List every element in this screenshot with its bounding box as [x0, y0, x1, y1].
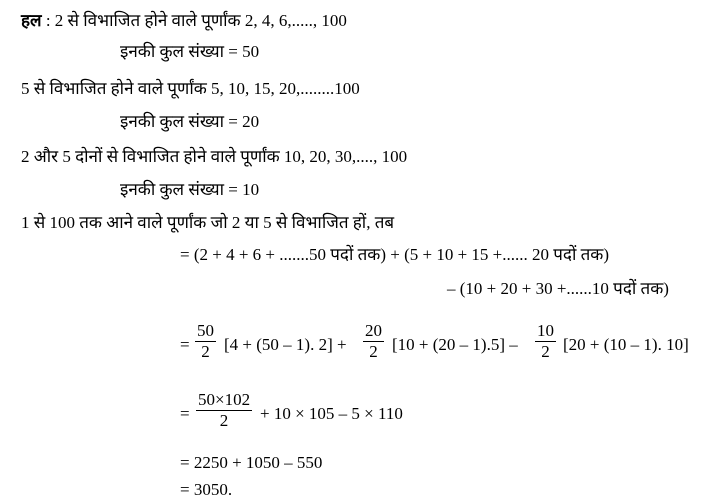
fraction-1 — [195, 322, 216, 361]
line-1 — [21, 11, 347, 31]
line-9: – (10 + 20 + 30 +......10 पदों तक) — [447, 279, 669, 298]
fraction-3-numerator: 10 — [537, 321, 554, 340]
equals-sign: = — [180, 404, 190, 423]
term-1: [4 + (50 – 1). 2] + — [224, 335, 347, 354]
line-4: इनकी कुल संख्या = 20 — [120, 112, 260, 131]
line-7: 1 से 100 तक आने वाले पूर्णांक जो 2 या 5 से विभाजित हों, तब — [21, 213, 395, 232]
fraction-4-numerator: 50×102 — [198, 390, 251, 409]
line-12: = 2250 + 1050 – 550 — [180, 453, 323, 472]
fraction-3 — [535, 322, 556, 361]
line-6: इनकी कुल संख्या = 10 — [120, 180, 260, 199]
fraction-1-numerator: 50 — [197, 321, 214, 340]
step-3-rest: + 10 × 105 – 5 × 110 — [260, 404, 403, 423]
fraction-1-denominator: 2 — [201, 342, 210, 361]
line-3: 5 से विभाजित होने वाले पूर्णांक 5, 10, 15, 20,........100 — [21, 79, 360, 98]
line-1-text: : 2 से विभाजित होने वाले पूर्णांक 2, 4, 6,....., 100 — [41, 11, 347, 30]
fraction-3-denominator: 2 — [541, 342, 550, 361]
line-5: 2 और 5 दोनों से विभाजित होने वाले पूर्णांक 10, 20, 30,...., 100 — [21, 147, 408, 166]
fraction-2-numerator: 20 — [365, 321, 382, 340]
fraction-4 — [196, 391, 252, 430]
fraction-4-denominator: 2 — [219, 411, 229, 430]
fraction-2 — [363, 322, 384, 361]
line-8: = (2 + 4 + 6 + .......50 पदों तक) + (5 + 10 + 15 +...... 20 पदों तक) — [180, 245, 610, 264]
equals-sign: = — [180, 335, 190, 354]
solution-heading: हल — [21, 11, 42, 30]
line-2: इनकी कुल संख्या = 50 — [120, 42, 260, 61]
term-3: [20 + (10 – 1). 10] — [563, 335, 689, 354]
fraction-2-denominator: 2 — [369, 342, 378, 361]
line-13: = 3050. — [180, 480, 233, 499]
term-2: [10 + (20 – 1).5] – — [392, 335, 518, 354]
